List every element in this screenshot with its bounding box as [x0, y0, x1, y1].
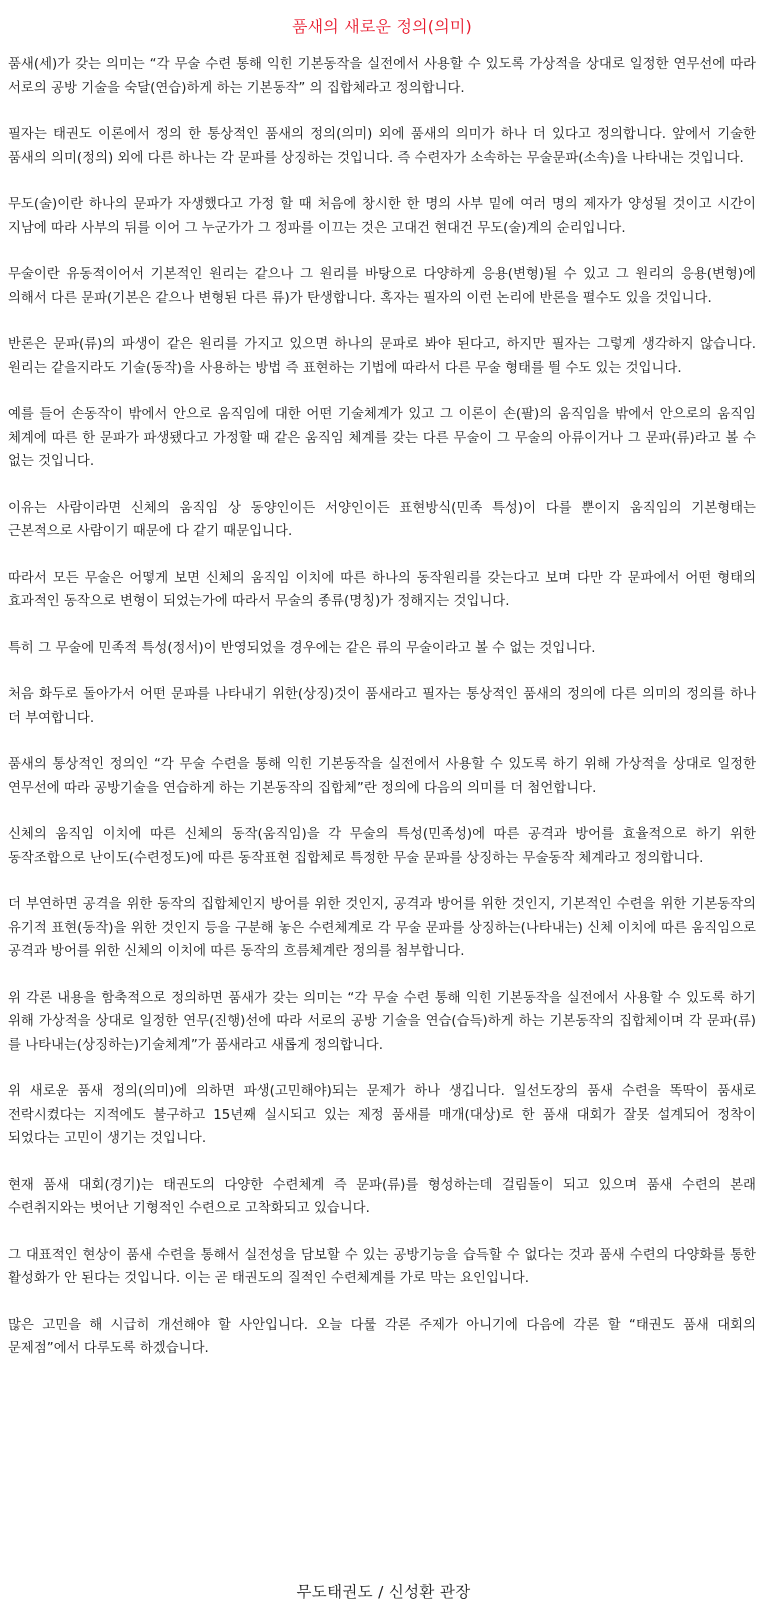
article-paragraph: 품새(세)가 갖는 의미는 “각 무술 수련 통해 익힌 기본동작을 실전에서 사용할 수 있도록 가상적을 상대로 일정한 연무선에 따라 서로의 공방 기술을 숙달(연습)하게 하는 기본동작” 의 집합체라고 정의합니다. [8, 57, 756, 96]
article-paragraph: 처음 화두로 돌아가서 어떤 문파를 나타내기 위한(상징)것이 품새라고 필자는 통상적인 품새의 정의에 다른 의미의 정의를 하나 더 부여합니다. [8, 687, 756, 726]
article-paragraph: 더 부연하면 공격을 위한 동작의 집합체인지 방어를 위한 것인지, 공격과 방어를 위한 것인지, 기본적인 수련을 위한 기본동작의 유기적 표현(동작)을 위한 것인지 등을 구분해 놓은 수련체계로 각 무술 문파를 상징하는(나타내는) 신체 이치에 따른 움직임으로 공격과 방어를 위한 신체의 이치에 따른 동작의 흐름체계란 정의를 첨부합니다. [8, 897, 756, 959]
article-paragraph: 무술이란 유동적이어서 기본적인 원리는 같으나 그 원리를 바탕으로 다양하게 응용(변형)될 수 있고 그 원리의 응용(변형)에 의해서 다른 문파(기본은 같으나 변형된 다른 류)가 탄생합니다. 혹자는 필자의 이런 논리에 반론을 펼수도 있을 것입니다. [8, 267, 756, 306]
article-title: 품새의 새로운 정의(의미) [291, 17, 473, 36]
article-paragraph: 현재 품새 대회(경기)는 태권도의 다양한 수련체계 즉 문파(류)를 형성하는데 걸림돌이 되고 있으며 품새 수련의 본래 수련취지와는 벗어난 기형적인 수련으로 고착화되고 있습니다. [8, 1177, 756, 1216]
article-paragraph: 위 새로운 품새 정의(의미)에 의하면 파생(고민해야)되는 문제가 하나 생깁니다. 일선도장의 품새 수련을 똑딱이 품새로 전락시켰다는 지적에도 불구하고 15년째 실시되고 있는 제정 품새를 매개(대상)로 한 품새 대회가 잘못 설계되어 정착이 되었다는 고민이 생기는 것입니다. [8, 1084, 756, 1146]
article-paragraph: 따라서 모든 무술은 어떻게 보면 신체의 움직임 이치에 따른 하나의 동작원리를 갖는다고 보며 다만 각 문파에서 어떤 형태의 효과적인 동작으로 변형이 되었는가에 따라서 무술의 종류(명칭)가 정해지는 것입니다. [8, 570, 756, 609]
article-paragraph: 많은 고민을 해 시급히 개선해야 할 사안입니다. 오늘 다룰 각론 주제가 아니기에 다음에 각론 할 “태권도 품새 대회의 문제점”에서 다루도록 하겠습니다. [8, 1317, 756, 1356]
article-paragraph: 반론은 문파(류)의 파생이 같은 원리를 가지고 있으면 하나의 문파로 봐야 된다고, 하지만 필자는 그렇게 생각하지 않습니다. 원리는 같을지라도 기술(동작)을 사용하는 방법 즉 표현하는 기법에 따라서 다른 무술 형태를 띌 수도 있는 것입니다. [8, 337, 756, 376]
author-signature: 무도태권도 / 신성환 관장 [296, 1583, 471, 1601]
article-paragraph: 예를 들어 손동작이 밖에서 안으로 움직임에 대한 어떤 기술체계가 있고 그 이론이 손(팔)의 움직임을 밖에서 안으로의 움직임 체계에 따른 한 문파가 파생됐다고 가정할 때 같은 움직임 체계를 갖는 다른 무술이 그 무술의 아류이거나 그 문파(류)라고 볼 수 없는 것입니다. [8, 407, 756, 469]
article-paragraph: 이유는 사람이라면 신체의 움직임 상 동양인이든 서양인이든 표현방식(민족 특성)이 다를 뿐이지 움직임의 기본형태는 근본적으로 사람이기 때문에 다 같기 때문입니다. [8, 500, 756, 539]
article-body [8, 53, 756, 1361]
article-paragraph: 그 대표적인 현상이 품새 수련을 통해서 실전성을 담보할 수 있는 공방기능을 습득할 수 없다는 것과 품새 수련의 다양화를 통한 활성화가 안 된다는 것입니다. 이는 곧 태권도의 질적인 수련체계를 가로 막는 요인입니다. [8, 1247, 756, 1286]
article-paragraph: 품새의 통상적인 정의인 “각 무술 수련을 통해 익힌 기본동작을 실전에서 사용할 수 있도록 하기 위해 가상적을 상대로 일정한 연무선에 따라 공방기술을 연습하게 하는 기본동작의 집합체”란 정의에 다음의 의미를 더 첨언합니다. [8, 757, 756, 796]
article-paragraph: 필자는 태권도 이론에서 정의 한 통상적인 품새의 정의(의미) 외에 품새의 의미가 하나 더 있다고 정의합니다. 앞에서 기술한 품새의 의미(정의) 외에 다른 하나는 각 문파를 상징하는 것입니다. 즉 수련자가 소속하는 무술문파(소속)을 나타내는 것입니다. [8, 127, 756, 166]
article-paragraph: 특히 그 무술에 민족적 특성(정서)이 반영되었을 경우에는 같은 류의 무술이라고 볼 수 없는 것입니다. [8, 640, 596, 656]
article-paragraph: 무도(술)이란 하나의 문파가 자생했다고 가정 할 때 처음에 창시한 한 명의 사부 밑에 여러 명의 제자가 양성될 것이고 시간이 지남에 따라 사부의 뒤를 이어 그 누군가가 그 정파를 이끄는 것은 고대건 현대건 무도(술)계의 순리입니다. [8, 197, 756, 236]
article-paragraph: 신체의 움직임 이치에 따른 신체의 동작(움직임)을 각 무술의 특성(민족성)에 따른 공격과 방어를 효율적으로 하기 위한 동작조합으로 난이도(수련정도)에 따른 동작표현 집합체로 특정한 무술 문파를 상징하는 무술동작 체계라고 정의합니다. [8, 827, 756, 866]
article-paragraph: 위 각론 내용을 함축적으로 정의하면 품새가 갖는 의미는 “각 무술 수련 통해 익힌 기본동작을 실전에서 사용할 수 있도록 하기 위해 가상적을 상대로 일정한 연무(진행)선에 따라 서로의 공방 기술을 연습(습득)하게 하는 기본동작의 집합체이며 각 문파(류)를 나타내는(상징하는)기술체계”가 품새라고 새롭게 정의합니다. [8, 990, 756, 1053]
